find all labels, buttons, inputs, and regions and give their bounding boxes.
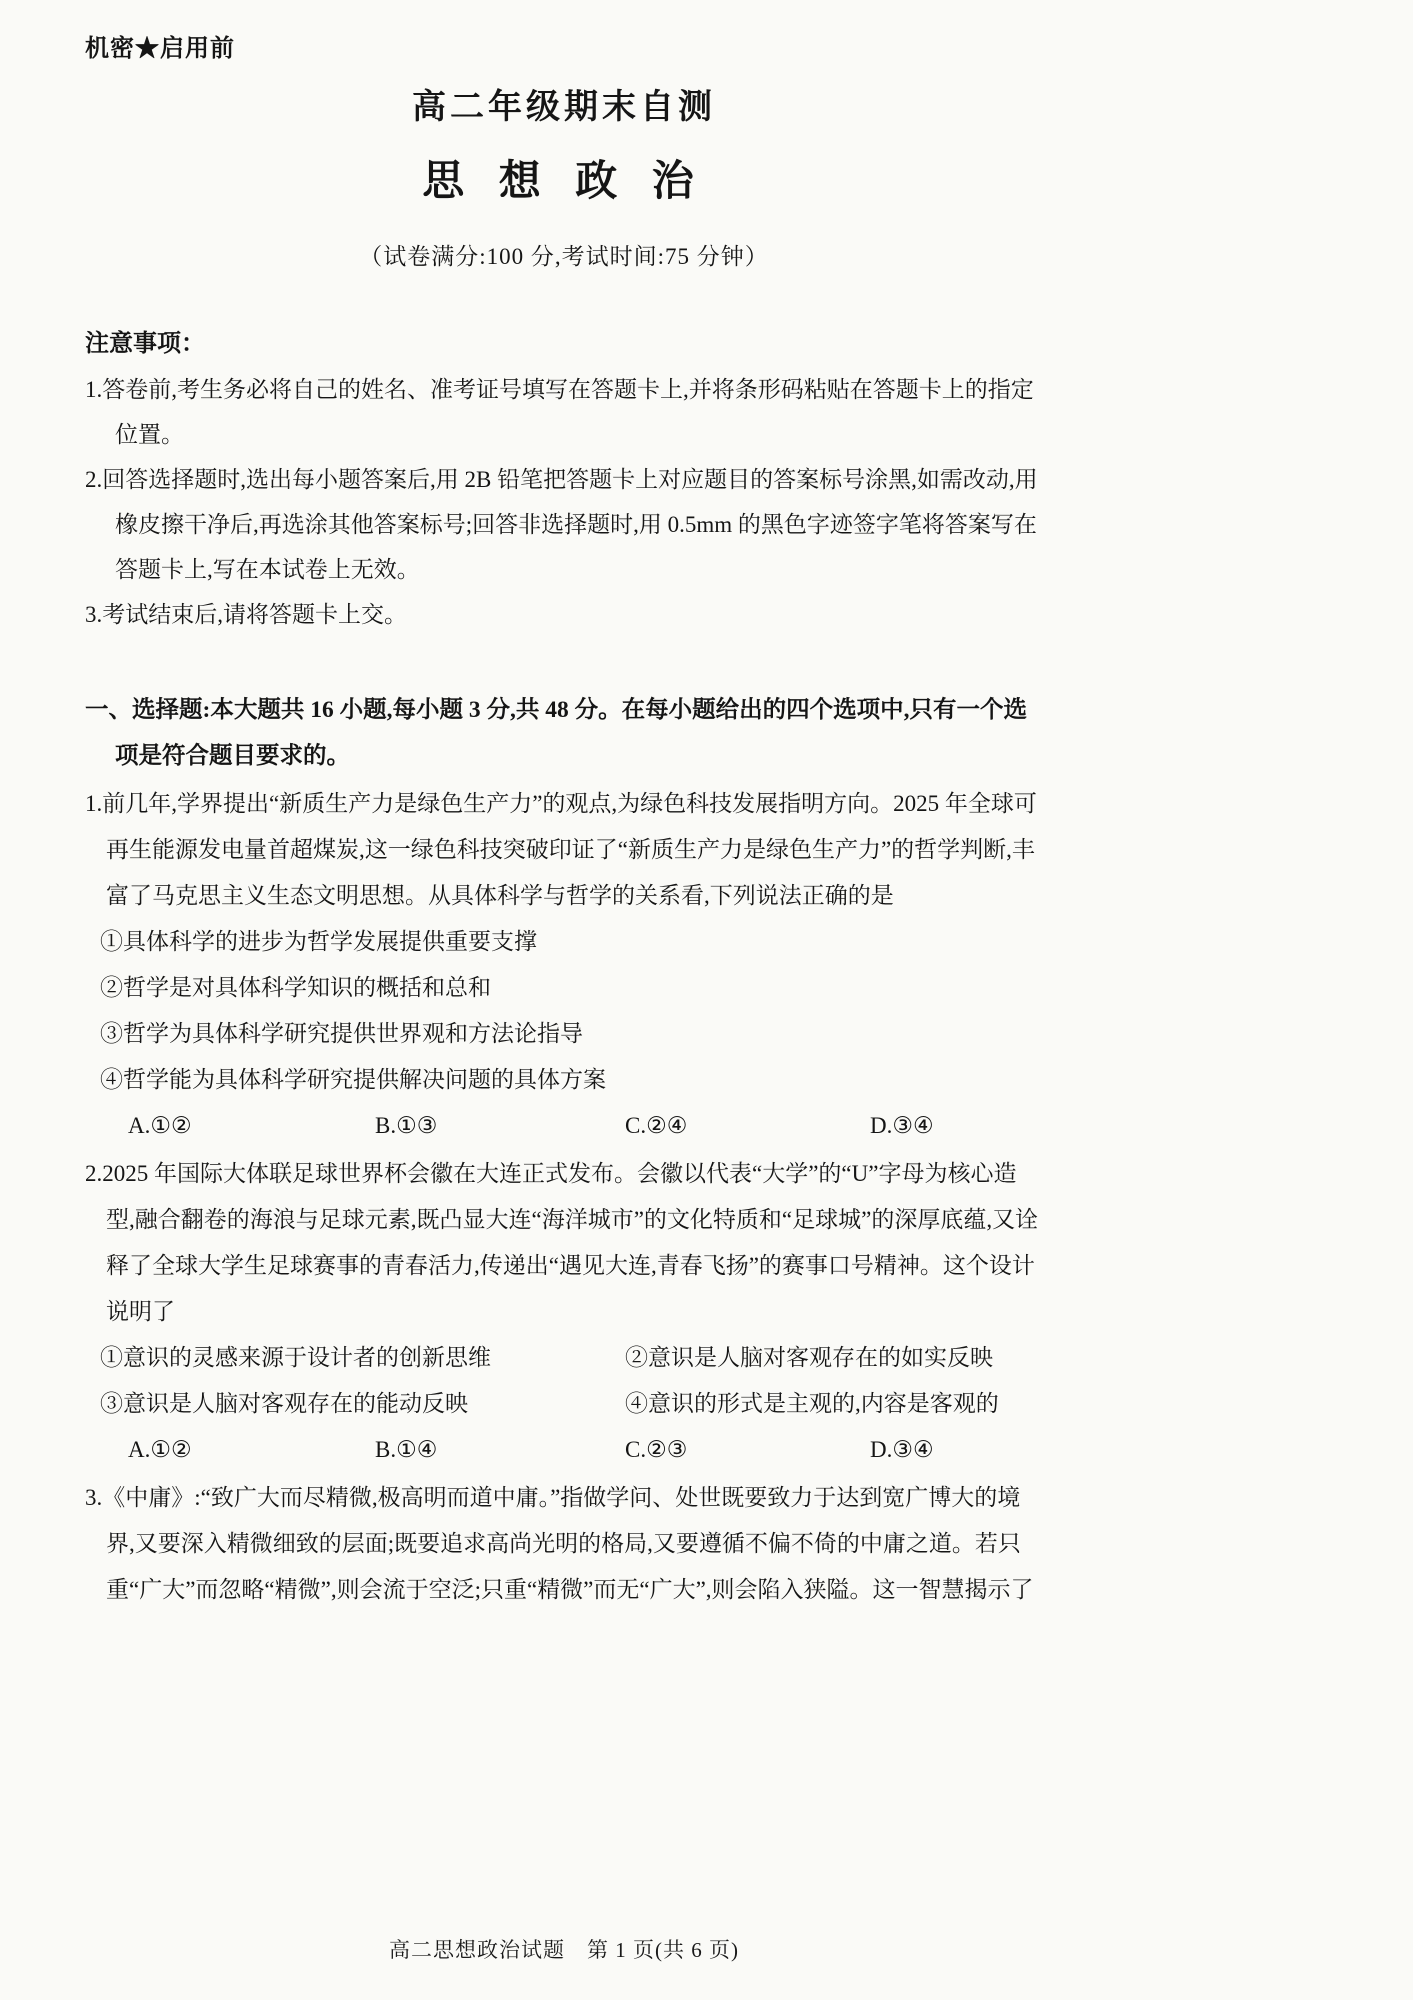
page-content [85,28,1043,1613]
question-3 [85,1475,1043,1613]
choice-c: C.②③ [625,1437,688,1462]
option-pair-row [85,1381,1043,1427]
question-option: ①具体科学的进步为哲学发展提供重要支撑 [100,929,537,954]
notice-heading: 注意事项： [85,331,205,357]
subject-title: 思 想 政 治 [422,159,706,205]
choice-c: C.②④ [625,1113,688,1138]
question-option: ①意识的灵感来源于设计者的创新思维 [100,1345,491,1370]
page-footer: 高二思想政治试题 第 1 页(共 6 页) [389,1938,739,1962]
question-option: ③哲学为具体科学研究提供世界观和方法论指导 [100,1021,583,1046]
question-option: ④意识的形式是主观的,内容是客观的 [625,1391,999,1416]
choice-b: B.①④ [375,1437,438,1462]
choice-a: A.①② [128,1113,192,1138]
option-pair-row [85,1335,1043,1381]
notice-item: 2.回答选择题时,选出每小题答案后,用 2B 铅笔把答题卡上对应题目的答案标号涂黑,如需改动,用橡皮擦干净后,再选涂其他答案标号;回答非选择题时,用 0.5mm 的黑色字迹签字笔将答案写在答题卡上,写在本试卷上无效。 [85,467,1038,582]
question-option: ②意识是人脑对客观存在的如实反映 [625,1345,993,1370]
question-2 [85,1151,1043,1473]
question-option: ②哲学是对具体科学知识的概括和总和 [100,975,491,1000]
question-stem: 1.前几年,学界提出“新质生产力是绿色生产力”的观点,为绿色科技发展指明方向。2025 年全球可再生能源发电量首超煤炭,这一绿色科技突破印证了“新质生产力是绿色生产力”的哲学判断,丰富了马克思主义生态文明思想。从具体科学与哲学的关系看,下列说法正确的是 [85,791,1037,908]
choice-row [85,1427,1043,1473]
choice-a: A.①② [128,1437,192,1462]
exam-title: 高二年级期末自测 [412,89,716,126]
classification-label: 机密★启用前 [85,36,235,62]
choice-b: B.①③ [375,1113,438,1138]
question-stem: 2.2025 年国际大体联足球世界杯会徽在大连正式发布。会徽以代表“大学”的“U”字母为核心造型,融合翻卷的海浪与足球元素,既凸显大连“海洋城市”的文化特质和“足球城”的深厚底蕴,又诠释了全球大学生足球赛事的青春活力,传递出“遇见大连,青春飞扬”的赛事口号精神。这个设计说明了 [85,1161,1039,1324]
question-stem: 3.《中庸》:“致广大而尽精微,极高明而道中庸。”指做学问、处世既要致力于达到宽广博大的境界,又要深入精微细致的层面;既要追求高尚光明的格局,又要遵循不偏不倚的中庸之道。若只重“广大”而忽略“精微”,则会流于空泛;只重“精微”而无“广大”,则会陷入狭隘。这一智慧揭示了 [85,1485,1034,1602]
notice-item: 1.答卷前,考生务必将自己的姓名、准考证号填写在答题卡上,并将条形码粘贴在答题卡上的指定位置。 [85,377,1034,447]
question-1 [85,781,1043,1149]
choice-d: D.③④ [870,1113,934,1138]
choice-row [85,1103,1043,1149]
notice-item: 3.考试结束后,请将答题卡上交。 [85,602,407,627]
question-option: ④哲学能为具体科学研究提供解决问题的具体方案 [100,1067,606,1092]
question-option: ③意识是人脑对客观存在的能动反映 [100,1391,468,1416]
section-heading: 一、选择题:本大题共 16 小题,每小题 3 分,共 48 分。在每小题给出的四个选项中,只有一个选项是符合题目要求的。 [85,697,1027,769]
exam-info-line: （试卷满分:100 分,考试时间:75 分钟） [359,244,769,269]
choice-d: D.③④ [870,1437,934,1462]
